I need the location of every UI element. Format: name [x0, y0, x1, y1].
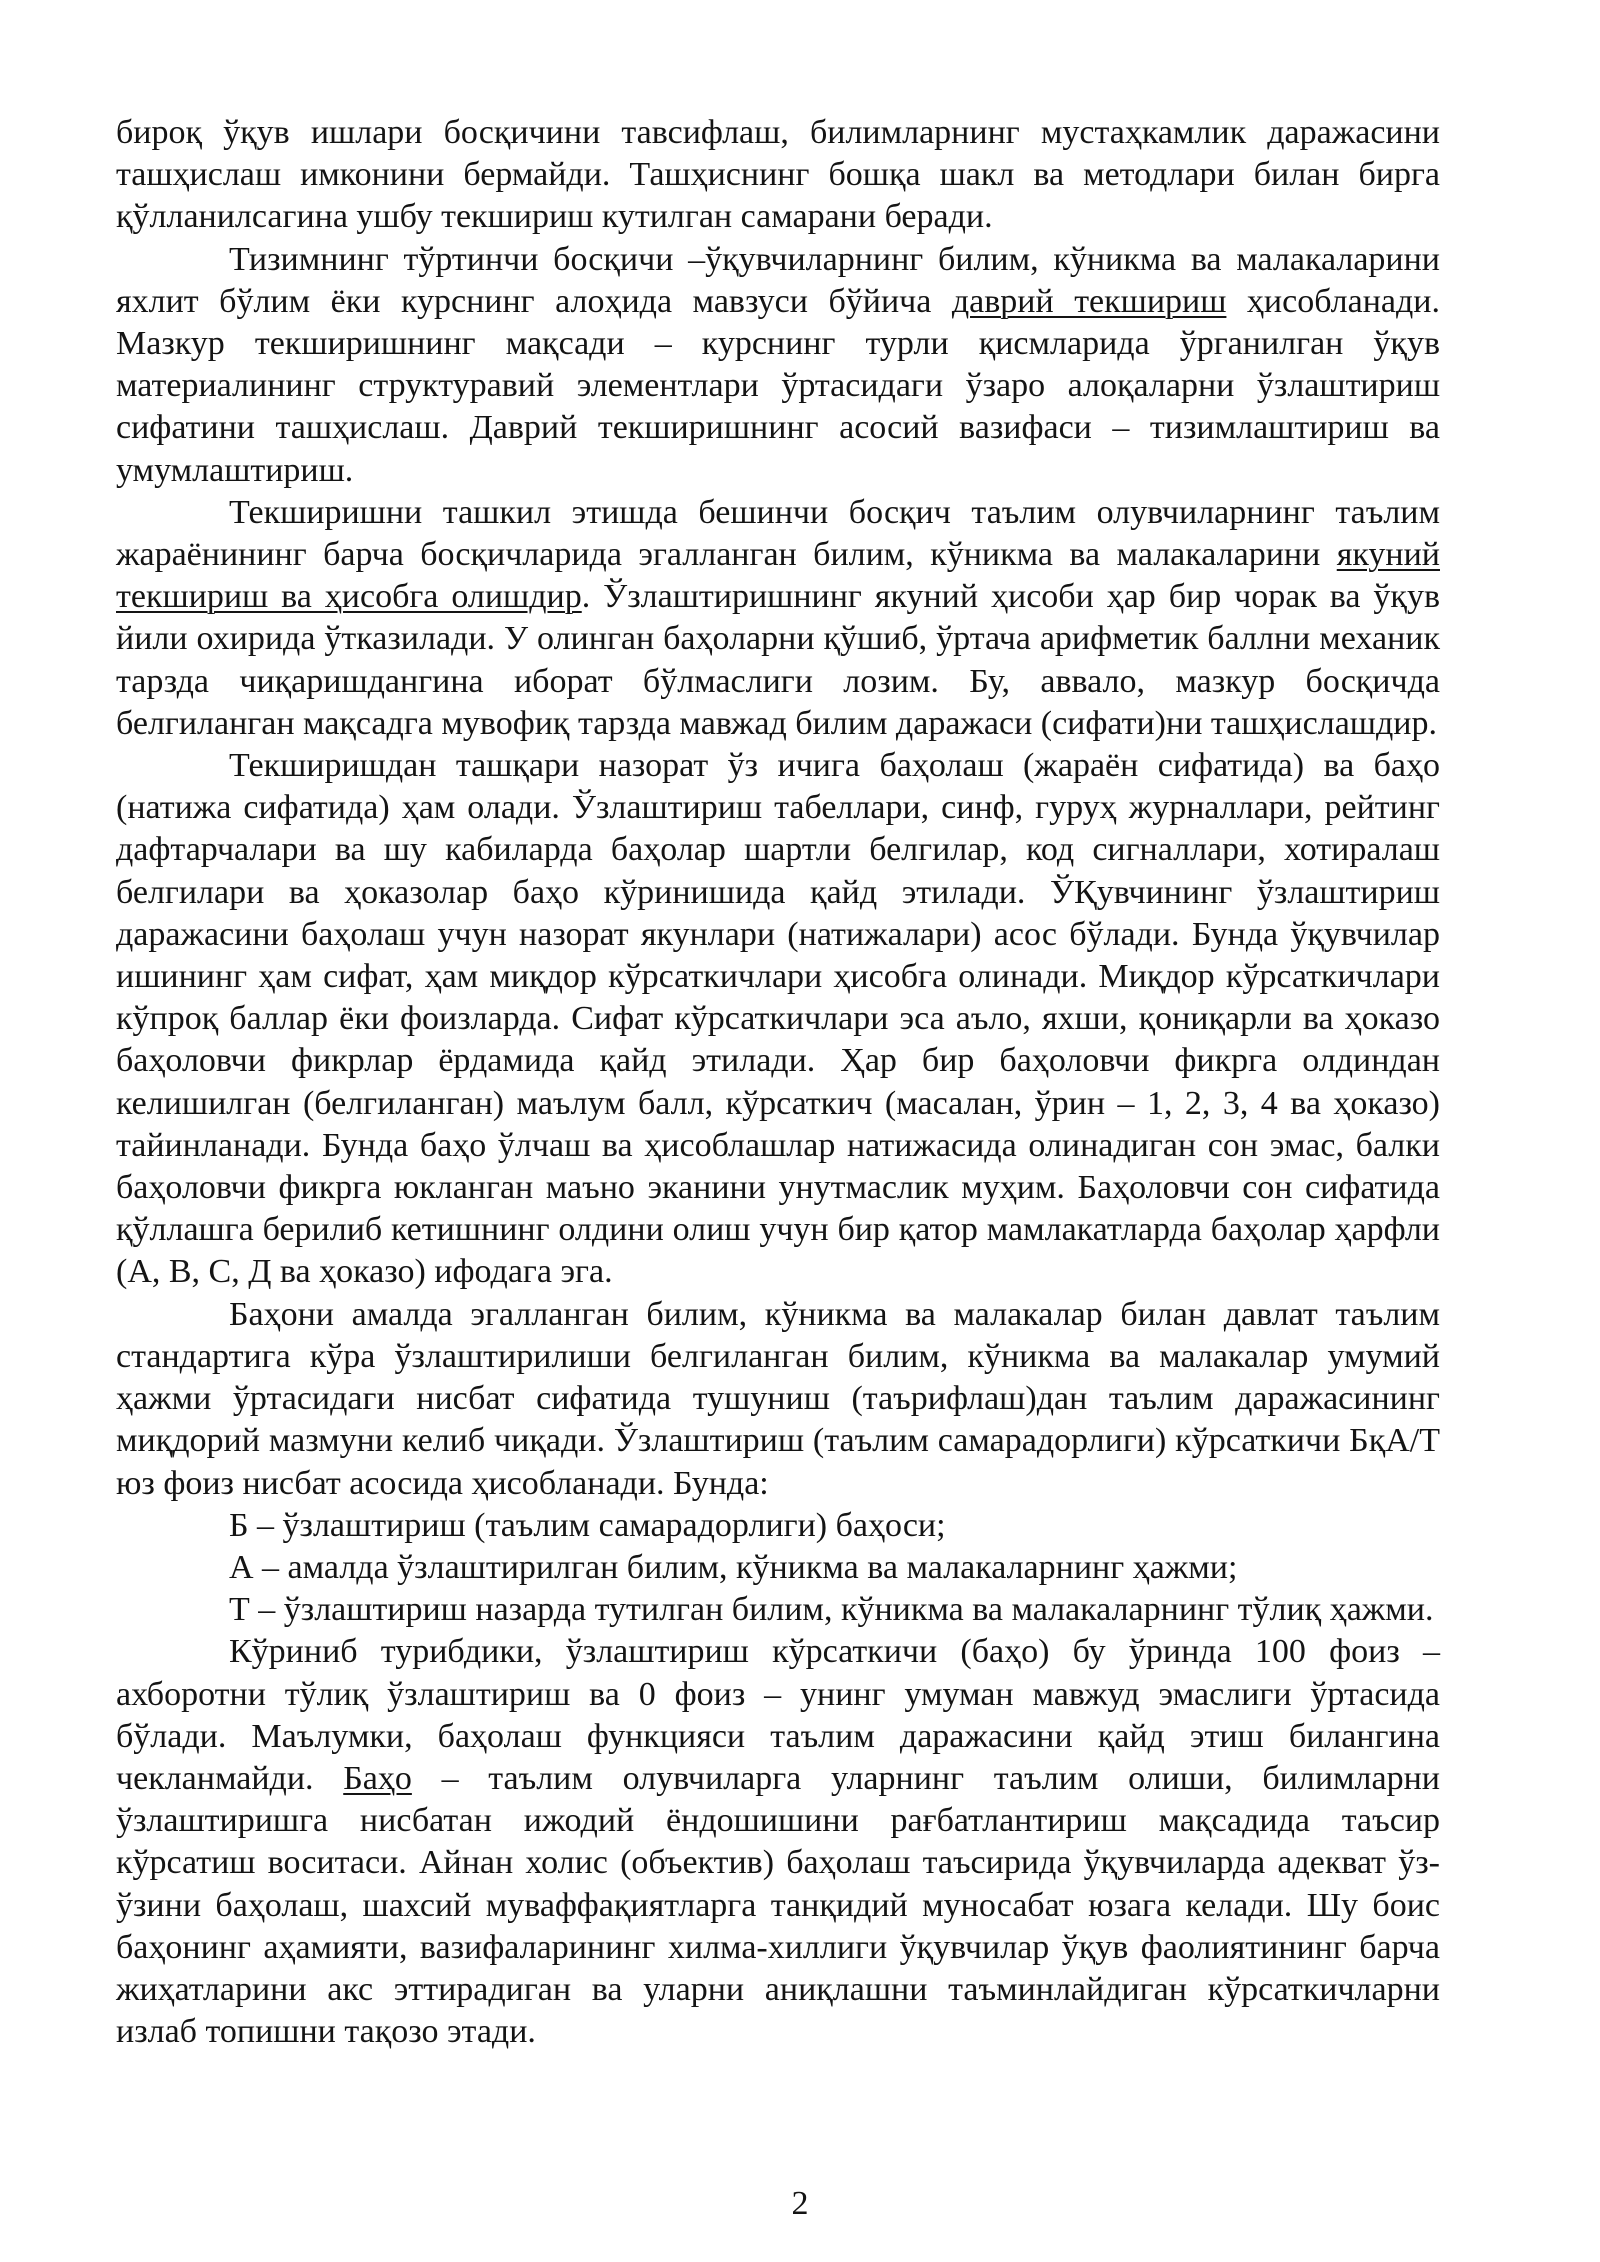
paragraph-1: бироқ ўқув ишлари босқичини тавсифлаш, билимларнинг мустаҳкамлик даражасини ташҳислаш имконини бермайди. Ташҳиснинг бошқа шакл ва методлари билан бирга қўлланилсагина ушбу текшириш кутилган самарани беради.	[116, 114, 1440, 236]
document-page	[116, 112, 1440, 2053]
paragraph-4: Текширишдан ташқари назорат ўз ичига баҳолаш (жараён сифатида) ва баҳо (натижа сифатида) ҳам олади. Ўзлаштириш табеллари, синф, гуруҳ журналлари, рейтинг дафтарчалари ва шу кабиларда баҳолар шартли белгилар, код сигналлари, хотиралаш белгилари ва ҳоказолар баҳо кўринишида қайд этилади. ЎҚувчининг ўзлаштириш даражасини баҳолаш учун назорат якунлари (натижалари) асос бўлади. Бунда ўқувчилар ишининг ҳам сифат, ҳам миқдор кўрсаткичлари ҳисобга олинади. Миқдор кўрсаткичлари кўпроқ баллар ёки фоизларда. Сифат кўрсаткичлари эса аъло, яхши, қониқарли ва ҳоказо баҳоловчи фикрлар ёрдамида қайд этилади. Ҳар бир баҳоловчи фикрга олдиндан келишилган (белгиланган) маълум балл, кўрсаткич (масалан, ўрин – 1, 2, 3, 4 ва ҳоказо) тайинланади. Бунда баҳо ўлчаш ва ҳисоблашлар натижасида олинадиган сон эмас, балки баҳоловчи фикрга юкланган маъно эканини унутмаслик муҳим. Баҳоловчи сон сифатида қўллашга берилиб кетишнинг олдини олиш учун бир қатор мамлакатларда баҳолар ҳарфли (А, В, С, Д ва ҳоказо) ифодага эга.	[116, 747, 1440, 1291]
paragraph-2-text-start: Тизимнинг тўртинчи босқичи –ўқувчиларнинг билим, кўникма ва малакаларини яхлит бўлим ёки курснинг алоҳида мавзуси бўйича	[116, 240, 1440, 320]
definition-b: Б – ўзлаштириш (таълим самарадорлиги) баҳоси;	[229, 1506, 946, 1544]
underlined-term-final-check: якуний текшириш ва ҳисобга олишдир	[116, 536, 1440, 616]
underlined-term-grade: Баҳо	[343, 1759, 412, 1797]
paragraph-6-text-start: Кўриниб турибдики, ўзлаштириш кўрсаткичи (баҳо) бу ўринда 100 фоиз – ахборотни тўлиқ ўзлаштириш ва 0 фоиз – унинг умуман мавжуд эмаслиги ўртасида бўлади. Маълумки, баҳолаш функцияси таълим даражасини қайд этиш билангина чекланмайди.	[116, 1633, 1440, 1797]
paragraph-6	[116, 1631, 1440, 2053]
paragraph-5: Баҳони амалда эгалланган билим, кўникма ва малакалар билан давлат таълим стандартига кўра ўзлаштирилиши белгиланган билим, кўникма ва малакалар умумий ҳажми ўртасидаги нисбат сифатида тушуниш (таърифлаш)дан таълим даражасининг миқдорий мазмуни келиб чиқади. Ўзлаштириш (таълим самарадорлиги) кўрсаткичи БқА/Т юз фоиз нисбат асосида ҳисобланади. Бунда:	[116, 1295, 1440, 1502]
paragraph-3	[116, 492, 1440, 745]
page-number: 2	[791, 2185, 809, 2222]
paragraph-3-text-end: . Ўзлаштиришнинг якуний ҳисоби ҳар бир чорак ва ўқув йили охирида ўтказилади. У олинган баҳоларни қўшиб, ўртача арифметик баллни механик тарзда чиқаришдангина иборат бўлмаслиги лозим. Бу, аввало, мазкур босқичда белгиланган мақсадга мувофиқ тарзда мавжад билим даражаси (сифати)ни ташҳислашдир.	[116, 578, 1440, 742]
paragraph-3-text-start: Текширишни ташкил этишда бешинчи босқич таълим олувчиларнинг таълим жараёнининг барча босқичларида эгалланган билим, кўникма ва малакаларини	[116, 493, 1440, 574]
definition-a: А – амалда ўзлаштирилган билим, кўникма ва малакаларнинг ҳажми;	[229, 1548, 1238, 1586]
paragraph-2-text-end: ҳисобланади. Мазкур текширишнинг мақсади – курснинг турли қисмларида ўрганилган ўқув материалининг структуравий элементлари ўртасидаги ўзаро алоқаларни ўзлаштириш сифатини ташҳислаш. Даврий текширишнинг асосий вазифаси – тизимлаштириш ва умумлаштириш.	[116, 282, 1440, 489]
definition-t: Т – ўзлаштириш назарда тутилган билим, кўникма ва малакаларнинг тўлиқ ҳажми.	[229, 1591, 1434, 1629]
paragraph-6-text-end: – таълим олувчиларга уларнинг таълим олиши, билимларни ўзлаштиришга нисбатан ижодий ёндошишини рағбатлантириш мақсадида таъсир кўрсатиш воситаси. Айнан холис (объектив) баҳолаш таъсирида ўқувчиларда адекват ўз-ўзини баҳолаш, шахсий муваффақиятларга танқидий муносабат юзага келади. Шу боис баҳонинг аҳамияти, вазифаларининг хилма-хиллиги ўқувчилар ўқув фаолиятининг барча жиҳатларини акс эттирадиган ва уларни аниқлашни таъминлайдиган кўрсаткичларни излаб топишни тақозо этади.	[116, 1759, 1440, 2051]
underlined-term-periodic-check: даврий текшириш	[951, 282, 1227, 320]
paragraph-2	[116, 239, 1440, 492]
